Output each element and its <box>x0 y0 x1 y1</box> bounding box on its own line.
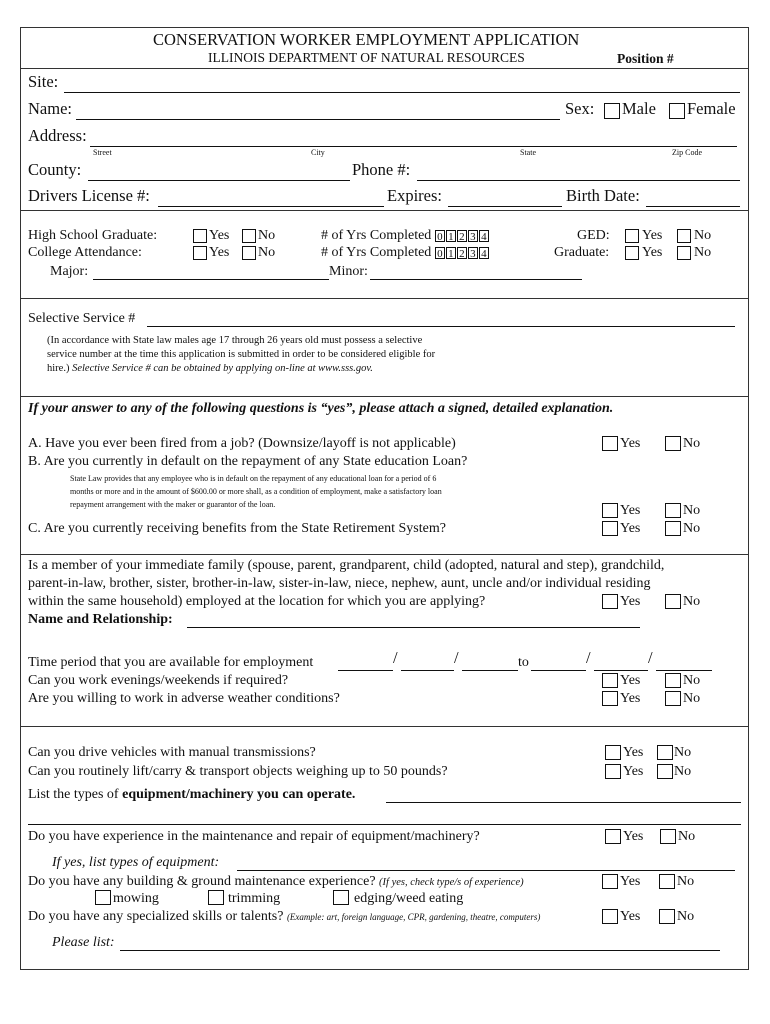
divider <box>20 396 749 397</box>
question-b-no-checkbox[interactable] <box>665 503 681 518</box>
start-year-field[interactable] <box>462 670 518 671</box>
edging-checkbox[interactable] <box>333 890 349 905</box>
question-a-yes-label: Yes <box>620 436 641 451</box>
end-year-field[interactable] <box>656 670 712 671</box>
question-c: C. Are you currently receiving benefits from the State Retirement System? <box>28 521 446 536</box>
graduate-label: Graduate: <box>554 245 610 260</box>
expires-field[interactable] <box>448 206 562 207</box>
ged-yes-checkbox[interactable] <box>625 229 639 243</box>
question-c-no-checkbox[interactable] <box>665 521 681 536</box>
license-field[interactable] <box>158 206 384 207</box>
skills-question: Do you have any specialized skills or talents? (Example: art, foreign language, CPR, gardening, theatre, computers) <box>28 909 541 924</box>
equipment-list-field[interactable] <box>386 802 741 803</box>
phone-label: Phone #: <box>352 160 411 179</box>
end-month-field[interactable] <box>531 670 586 671</box>
lift-no-checkbox[interactable] <box>657 764 673 779</box>
hs-yes-checkbox[interactable] <box>193 229 207 243</box>
building-no-label: No <box>677 874 695 889</box>
questions-heading: If your answer to any of the following questions is “yes”, please attach a signed, detailed explanation. <box>28 401 614 416</box>
building-yes-checkbox[interactable] <box>602 874 618 889</box>
college-no-label: No <box>258 245 276 260</box>
family-no-checkbox[interactable] <box>665 594 681 609</box>
minor-label: Minor: <box>329 264 368 279</box>
college-year-3-box[interactable]: 3 <box>468 247 478 259</box>
divider <box>20 554 749 555</box>
evenings-yes-checkbox[interactable] <box>602 673 618 688</box>
manual-no-label: No <box>674 745 692 760</box>
street-caption: Street <box>93 148 112 157</box>
equipment-list-label: List the types of equipment/machinery you can operate. <box>28 787 356 802</box>
birth-date-label: Birth Date: <box>566 186 640 205</box>
question-a-yes-checkbox[interactable] <box>602 436 618 451</box>
college-year-2-box[interactable]: 2 <box>457 247 467 259</box>
equipment-types-field[interactable] <box>237 870 735 871</box>
evenings-question: Can you work evenings/weekends if required? <box>28 673 289 688</box>
ged-label: GED: <box>577 228 610 243</box>
divider <box>20 726 749 727</box>
building-yes-label: Yes <box>620 874 641 889</box>
weather-question: Are you willing to work in adverse weather conditions? <box>28 691 340 706</box>
graduate-no-checkbox[interactable] <box>677 246 691 260</box>
hs-no-label: No <box>258 228 276 243</box>
female-checkbox[interactable] <box>669 103 685 119</box>
manual-transmission-question: Can you drive vehicles with manual transmissions? <box>28 745 316 760</box>
site-label: Site: <box>28 72 59 91</box>
date-separator: / <box>586 648 591 667</box>
start-month-field[interactable] <box>338 670 393 671</box>
phone-field[interactable] <box>417 180 740 181</box>
maintenance-no-label: No <box>678 829 696 844</box>
maintenance-yes-checkbox[interactable] <box>605 829 621 844</box>
mowing-label: mowing <box>113 891 159 906</box>
lift-yes-label: Yes <box>623 764 644 779</box>
name-relationship-field[interactable] <box>187 627 640 628</box>
male-checkbox[interactable] <box>604 103 620 119</box>
college-no-checkbox[interactable] <box>242 246 256 260</box>
skills-list-field[interactable] <box>120 950 720 951</box>
question-c-no-label: No <box>683 521 701 536</box>
ged-no-checkbox[interactable] <box>677 229 691 243</box>
family-question-line: Is a member of your immediate family (spouse, parent, grandparent, child (adopted, natural and step), grandchild, <box>28 558 665 573</box>
male-label: Male <box>622 99 656 118</box>
mowing-checkbox[interactable] <box>95 890 111 905</box>
hs-years-label: # of Yrs Completed 0 1 2 3 4 <box>321 229 490 243</box>
city-caption: City <box>311 148 325 157</box>
question-b-no-label: No <box>683 503 701 518</box>
lift-no-label: No <box>674 764 692 779</box>
question-a-no-checkbox[interactable] <box>665 436 681 451</box>
selective-note-line: hire.) Selective Service # can be obtained by applying on-line at www.sss.gov. <box>47 363 373 374</box>
evenings-no-checkbox[interactable] <box>665 673 681 688</box>
please-list-label: Please list: <box>52 935 115 950</box>
edging-label: edging/weed eating <box>354 891 464 906</box>
question-b-note: State Law provides that any employee who is in default on the repayment of any educational loan for a period of 6 <box>70 474 437 483</box>
college-years-label: # of Yrs Completed 0 1 2 3 4 <box>321 246 490 260</box>
hs-year-0-box[interactable]: 0 <box>435 230 445 242</box>
skills-no-checkbox[interactable] <box>659 909 675 924</box>
state-caption: State <box>520 148 536 157</box>
sex-label: Sex: <box>565 99 595 118</box>
college-year-4-box[interactable]: 4 <box>479 247 489 259</box>
question-c-yes-checkbox[interactable] <box>602 521 618 536</box>
question-b-yes-label: Yes <box>620 503 641 518</box>
divider <box>20 210 749 211</box>
selective-note-line: (In accordance with State law males age 17 through 26 years old must possess a selective <box>47 335 423 346</box>
maintenance-no-checkbox[interactable] <box>660 829 676 844</box>
equipment-list-field-2[interactable] <box>28 824 741 825</box>
graduate-yes-checkbox[interactable] <box>625 246 639 260</box>
family-no-label: No <box>683 594 701 609</box>
name-label: Name: <box>28 99 72 118</box>
major-label: Major: <box>50 264 89 279</box>
site-field[interactable] <box>64 92 740 93</box>
start-day-field[interactable] <box>401 670 454 671</box>
family-yes-label: Yes <box>620 594 641 609</box>
lift-question: Can you routinely lift/carry & transport objects weighing up to 50 pounds? <box>28 764 448 779</box>
building-question: Do you have any building & ground maintenance experience? (If yes, check type/s of experience) <box>28 874 524 889</box>
name-relationship-label: Name and Relationship: <box>28 612 173 627</box>
family-question-line: parent-in-law, brother, sister, brother-in-law, sister-in-law, niece, nephew, aunt, uncle and/or individual residing <box>28 576 651 591</box>
question-b: B. Are you currently in default on the repayment of any State education Loan? <box>28 454 468 469</box>
lift-yes-checkbox[interactable] <box>605 764 621 779</box>
expires-label: Expires: <box>387 186 442 205</box>
hs-graduate-label: High School Graduate: <box>28 228 158 243</box>
manual-yes-checkbox[interactable] <box>605 745 621 760</box>
hs-year-3-box[interactable]: 3 <box>468 230 478 242</box>
divider <box>20 68 749 69</box>
date-separator: / <box>393 648 398 667</box>
maintenance-question: Do you have experience in the maintenance and repair of equipment/machinery? <box>28 829 480 844</box>
license-label: Drivers License #: <box>28 186 150 205</box>
selective-note-line: service number at the time this application is submitted in order to be considered eligible for <box>47 349 436 360</box>
hs-yes-label: Yes <box>209 228 230 243</box>
date-separator: / <box>648 648 653 667</box>
selective-service-label: Selective Service # <box>28 311 136 326</box>
to-label: to <box>518 655 529 670</box>
weather-no-checkbox[interactable] <box>665 691 681 706</box>
equipment-types-label: If yes, list types of equipment: <box>52 855 220 870</box>
address-label: Address: <box>28 126 87 145</box>
question-b-yes-checkbox[interactable] <box>602 503 618 518</box>
college-year-1-box[interactable]: 1 <box>446 247 456 259</box>
major-field[interactable] <box>93 279 329 280</box>
address-field[interactable] <box>90 146 737 147</box>
female-label: Female <box>687 99 736 118</box>
date-separator: / <box>454 648 459 667</box>
evenings-no-label: No <box>683 673 701 688</box>
ged-no-label: No <box>694 228 712 243</box>
position-label: Position # <box>617 51 674 66</box>
question-b-note: repayment arrangement with the maker or guarantor of the loan. <box>70 500 276 509</box>
manual-yes-label: Yes <box>623 745 644 760</box>
hs-year-1-box[interactable]: 1 <box>446 230 456 242</box>
question-a: A. Have you ever been fired from a job? (Downsize/layoff is not applicable) <box>28 436 456 451</box>
graduate-yes-label: Yes <box>642 245 663 260</box>
department-name: ILLINOIS DEPARTMENT OF NATURAL RESOURCES <box>208 50 525 65</box>
form-title: CONSERVATION WORKER EMPLOYMENT APPLICATION <box>153 30 580 49</box>
skills-yes-checkbox[interactable] <box>602 909 618 924</box>
family-yes-checkbox[interactable] <box>602 594 618 609</box>
family-question-line: within the same household) employed at the location for which you are applying? <box>28 594 486 609</box>
minor-field[interactable] <box>370 279 582 280</box>
trimming-label: trimming <box>228 891 281 906</box>
college-year-0-box[interactable]: 0 <box>435 247 445 259</box>
selective-service-field[interactable] <box>147 326 735 327</box>
hs-year-2-box[interactable]: 2 <box>457 230 467 242</box>
name-field[interactable] <box>76 119 560 120</box>
question-c-yes-label: Yes <box>620 521 641 536</box>
college-yes-checkbox[interactable] <box>193 246 207 260</box>
graduate-no-label: No <box>694 245 712 260</box>
building-no-checkbox[interactable] <box>659 874 675 889</box>
time-period-label: Time period that you are available for employment <box>28 655 314 670</box>
birth-date-field[interactable] <box>646 206 740 207</box>
question-a-no-label: No <box>683 436 701 451</box>
hs-year-4-box[interactable]: 4 <box>479 230 489 242</box>
weather-yes-label: Yes <box>620 691 641 706</box>
weather-yes-checkbox[interactable] <box>602 691 618 706</box>
trimming-checkbox[interactable] <box>208 890 224 905</box>
evenings-yes-label: Yes <box>620 673 641 688</box>
county-label: County: <box>28 160 82 179</box>
question-b-note: months or more and in the amount of $600.00 or more shall, as a condition of employment, make a satisfactory loan <box>70 487 442 496</box>
skills-yes-label: Yes <box>620 909 641 924</box>
divider <box>20 298 749 299</box>
college-yes-label: Yes <box>209 245 230 260</box>
skills-no-label: No <box>677 909 695 924</box>
college-label: College Attendance: <box>28 245 142 260</box>
weather-no-label: No <box>683 691 701 706</box>
maintenance-yes-label: Yes <box>623 829 644 844</box>
hs-no-checkbox[interactable] <box>242 229 256 243</box>
ged-yes-label: Yes <box>642 228 663 243</box>
county-field[interactable] <box>88 180 350 181</box>
zip-caption: Zip Code <box>672 148 702 157</box>
end-day-field[interactable] <box>594 670 648 671</box>
manual-no-checkbox[interactable] <box>657 745 673 760</box>
